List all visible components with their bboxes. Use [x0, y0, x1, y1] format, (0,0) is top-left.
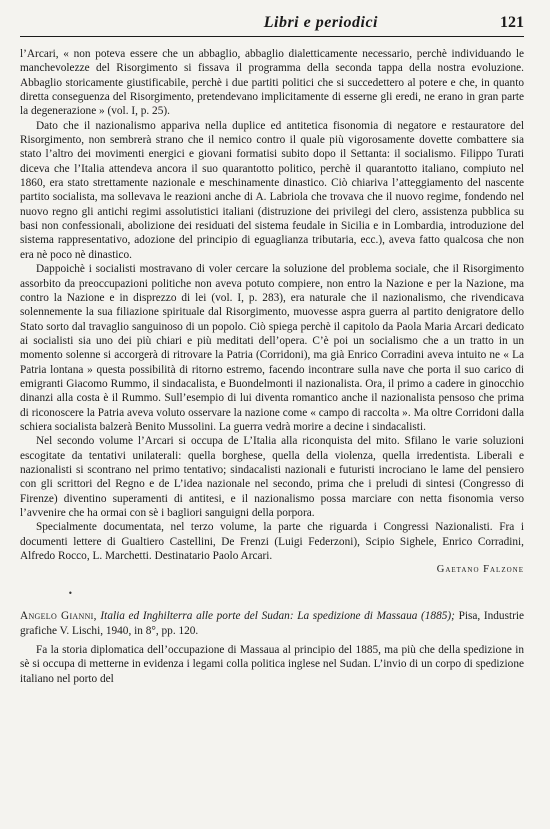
- paragraph: Specialmente documentata, nel terzo volume, la parte che riguarda i Congressi Nazionalisti. Fra i documenti lettere di Gualtiero Castellini, De Frenzi (Luigi Federzoni), Scipio Sighele, Enrico Corradini, Alfredo Rocco, L. Marchetti. Destinatario Paolo Arcari.: [20, 521, 524, 563]
- separator-dot: •: [68, 589, 73, 599]
- running-title: Libri e periodici: [263, 14, 378, 31]
- paragraph: Dappoichè i socialisti mostravano di voler cercare la soluzione del problema sociale, che il Risorgimento assorbito da preoccupazioni politiche non aveva potuto compiere, non entro la Nazione e per la Nazione, ma contro la Nazione e in disprezzo di lei (vol. I, p. 283), era naturale che il nazionalismo, che rivendicava solennemente la sua filiazione spirituale dal Risorgimento, muovesse aspra guerra al partito denigratore dello Stato sorto dal travaglio sanguinoso di un popolo. Ciò spiega perchè il capitolo da Paola Maria Arcari dedicato ai socialisti sia uno dei più chiari e più meditati dell’opera. C’è poi un socialismo che a un tratto in un momento solenne si accorgerà di ritrovare la Patria (Corridoni), ma già Enrico Corradini aveva intuito ne « La Patria lontana » questa possibilità di ritorno estremo, facendo incontrare sulla nave che porta il suo carico di emigranti Giacomo Rummo, il sindacalista, e Buondelmonti il nazionalista. Ora, il primo a cadere in ginocchio dinanzi alla costa è il Rummo. Sull’esempio di lui diventa romantico anche il nazionalista pensoso che prima di riconoscere la Patria aveva voluto osservare la nazione come « campo di raccolta ». Ma oltre Corridoni dalla schiera socialista balzerà Benito Mussolini. La guerra vedrà morire a decine i sindacalisti.: [20, 263, 524, 433]
- book-publication: Pisa, Industrie grafiche V. Lischi, 1940, in 8°, pp. 120.: [20, 610, 525, 637]
- paragraph: l’Arcari, « non poteva essere che un abbaglio, abbaglio dialetticamente necessario, perchè individuando le manchevolezze del Risorgimento si fissava il programma della seconda tappa della nostra evoluzione. Abbaglio storicamente giustificabile, perchè i due partiti politici che si succedettero al potere e che, in quanto diretta conseguenza del Risorgimento, pretendevano implicitamente di esserne gli eredi, ne erano in gran parte la degenerazione » (vol. I, p. 25).: [20, 48, 524, 118]
- book-entry-heading: [20, 609, 524, 638]
- review-text: [20, 47, 524, 563]
- page-header: [20, 14, 524, 37]
- reviewer-signature: Gaetano Falzone: [436, 564, 524, 576]
- review-body: Fa la storia diplomatica dell’occupazione di Massaua al principio del 1885, ma più che della spedizione in sè si occupa di metterne in evidenza i legami colla politica inglese nel Sudan. L’invio di un corpo di spedizione italiano nel porto del: [20, 644, 524, 685]
- page-number: 121: [500, 14, 524, 31]
- book-title: Italia ed Inghilterra alle porte del Sudan: La spedizione di Massaua (1885);: [100, 610, 455, 623]
- book-author: Angelo Gianni,: [20, 610, 97, 623]
- paragraph: Nel secondo volume l’Arcari si occupa de L’Italia alla riconquista del mito. Sfilano le varie soluzioni escogitate da tentativi unilaterali: quella borghese, quella della violenza, quella irredentista. Liberali e nazionalisti si scontrano nel primo tentativo; sindacalisti nazionali e futuristi incrociano le lame del pensiero con gli scrittori del Regno e de L’idea nazionale nel secondo, prima che i preludi di sintesi (Congresso di Firenze) diventino superamenti di antitesi, e il nazionalismo possa marciare con netta fisonomia verso l’avvenire che ha ormai con sè i bagliori sanguigni della porpora.: [20, 435, 524, 519]
- section-separator: [20, 575, 524, 609]
- paragraph: Dato che il nazionalismo appariva nella duplice ed antitetica fisonomia di negatore e restauratore del Risorgimento, non sembrerà strano che il nemico contro il quale più vigorosamente dovette combattere sia stato l’altro dei movimenti energici e giovani formatisi subito dopo il Settanta: il socialismo. Filippo Turati diceva che l’Italia attendeva ancora il suo quarantotto politico, perchè il quarantotto italiano, compiuto nel 1860, era stato strettamente nazionale e meschinamente dinastico. Ciò chiariva l’atteggiamento del nascente partito socialista, ma sollevava le reazioni anche di A. Labriola che trovava che il nuovo regime, fondendo nel nuovo regno gli antichi regimi assolutistici italiani (distruzione dei privilegi del clero, assistenza pubblica su basi non confessionali, abolizione dei residuati del sistema feudale in Sicilia e in Lombardia, introduzione del sistema rappresentativo, adozione del principio di eguaglianza tributaria, ecc.), aveva fatto qualcosa che non era nè poco nè dinastico.: [20, 119, 524, 261]
